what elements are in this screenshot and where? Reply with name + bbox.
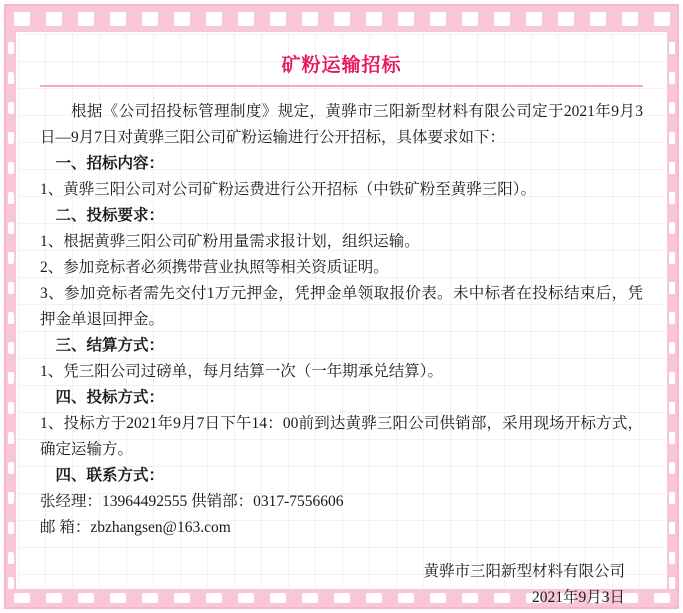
right-decorative-band — [667, 32, 677, 589]
decorative-frame — [4, 4, 679, 609]
section-3-item-1: 1、凭三阳公司过磅单，每月结算一次（一年期承兑结算）。 — [40, 363, 444, 380]
document-body — [18, 34, 665, 606]
section-4-item-1: 1、投标方于2021年9月7日下午14：00前到达黄骅三阳公司供销部，采用现场开标方式，确定运输方。 — [40, 415, 643, 458]
section-2-item-3: 3、参加竞标者需先交付1万元押金，凭押金单领取报价表。未中标者在投标结束后，凭押金单退回押金。 — [40, 285, 643, 328]
page-title: 矿粉运输招标 — [281, 55, 402, 76]
section-1-item-1: 1、黄骅三阳公司对公司矿粉运费进行公开招标（中铁矿粉至黄骅三阳）。 — [40, 181, 537, 198]
signature-date: 2021年9月3日 — [531, 589, 625, 606]
section-heading-5: 四、联系方式： — [55, 467, 165, 484]
section-heading-3: 三、结算方式： — [55, 337, 165, 354]
signature-company: 黄骅市三阳新型材料有限公司 — [423, 563, 625, 580]
intro-paragraph: 根据《公司招投标管理制度》规定，黄骅市三阳新型材料有限公司定于2021年9月3日—9月7日对黄骅三阳公司矿粉运输进行公开招标，具体要求如下： — [40, 103, 643, 146]
title-divider — [40, 85, 643, 87]
section-2-item-2: 2、参加竞标者必须携带营业执照等相关资质证明。 — [40, 259, 389, 276]
left-decorative-band — [6, 32, 16, 589]
top-decorative-band — [6, 6, 677, 32]
section-heading-2: 二、投标要求： — [55, 207, 165, 224]
signature-block — [40, 559, 643, 611]
section-heading-1: 一、招标内容： — [55, 155, 165, 172]
section-heading-4: 四、投标方式： — [55, 389, 165, 406]
section-2-item-1: 1、根据黄骅三阳公司矿粉用量需求报计划，组织运输。 — [40, 233, 420, 250]
contact-line-1: 张经理：13964492555 供销部：0317-7556606 — [40, 493, 344, 510]
contact-line-2: 邮 箱：zbzhangsen@163.com — [40, 519, 231, 536]
